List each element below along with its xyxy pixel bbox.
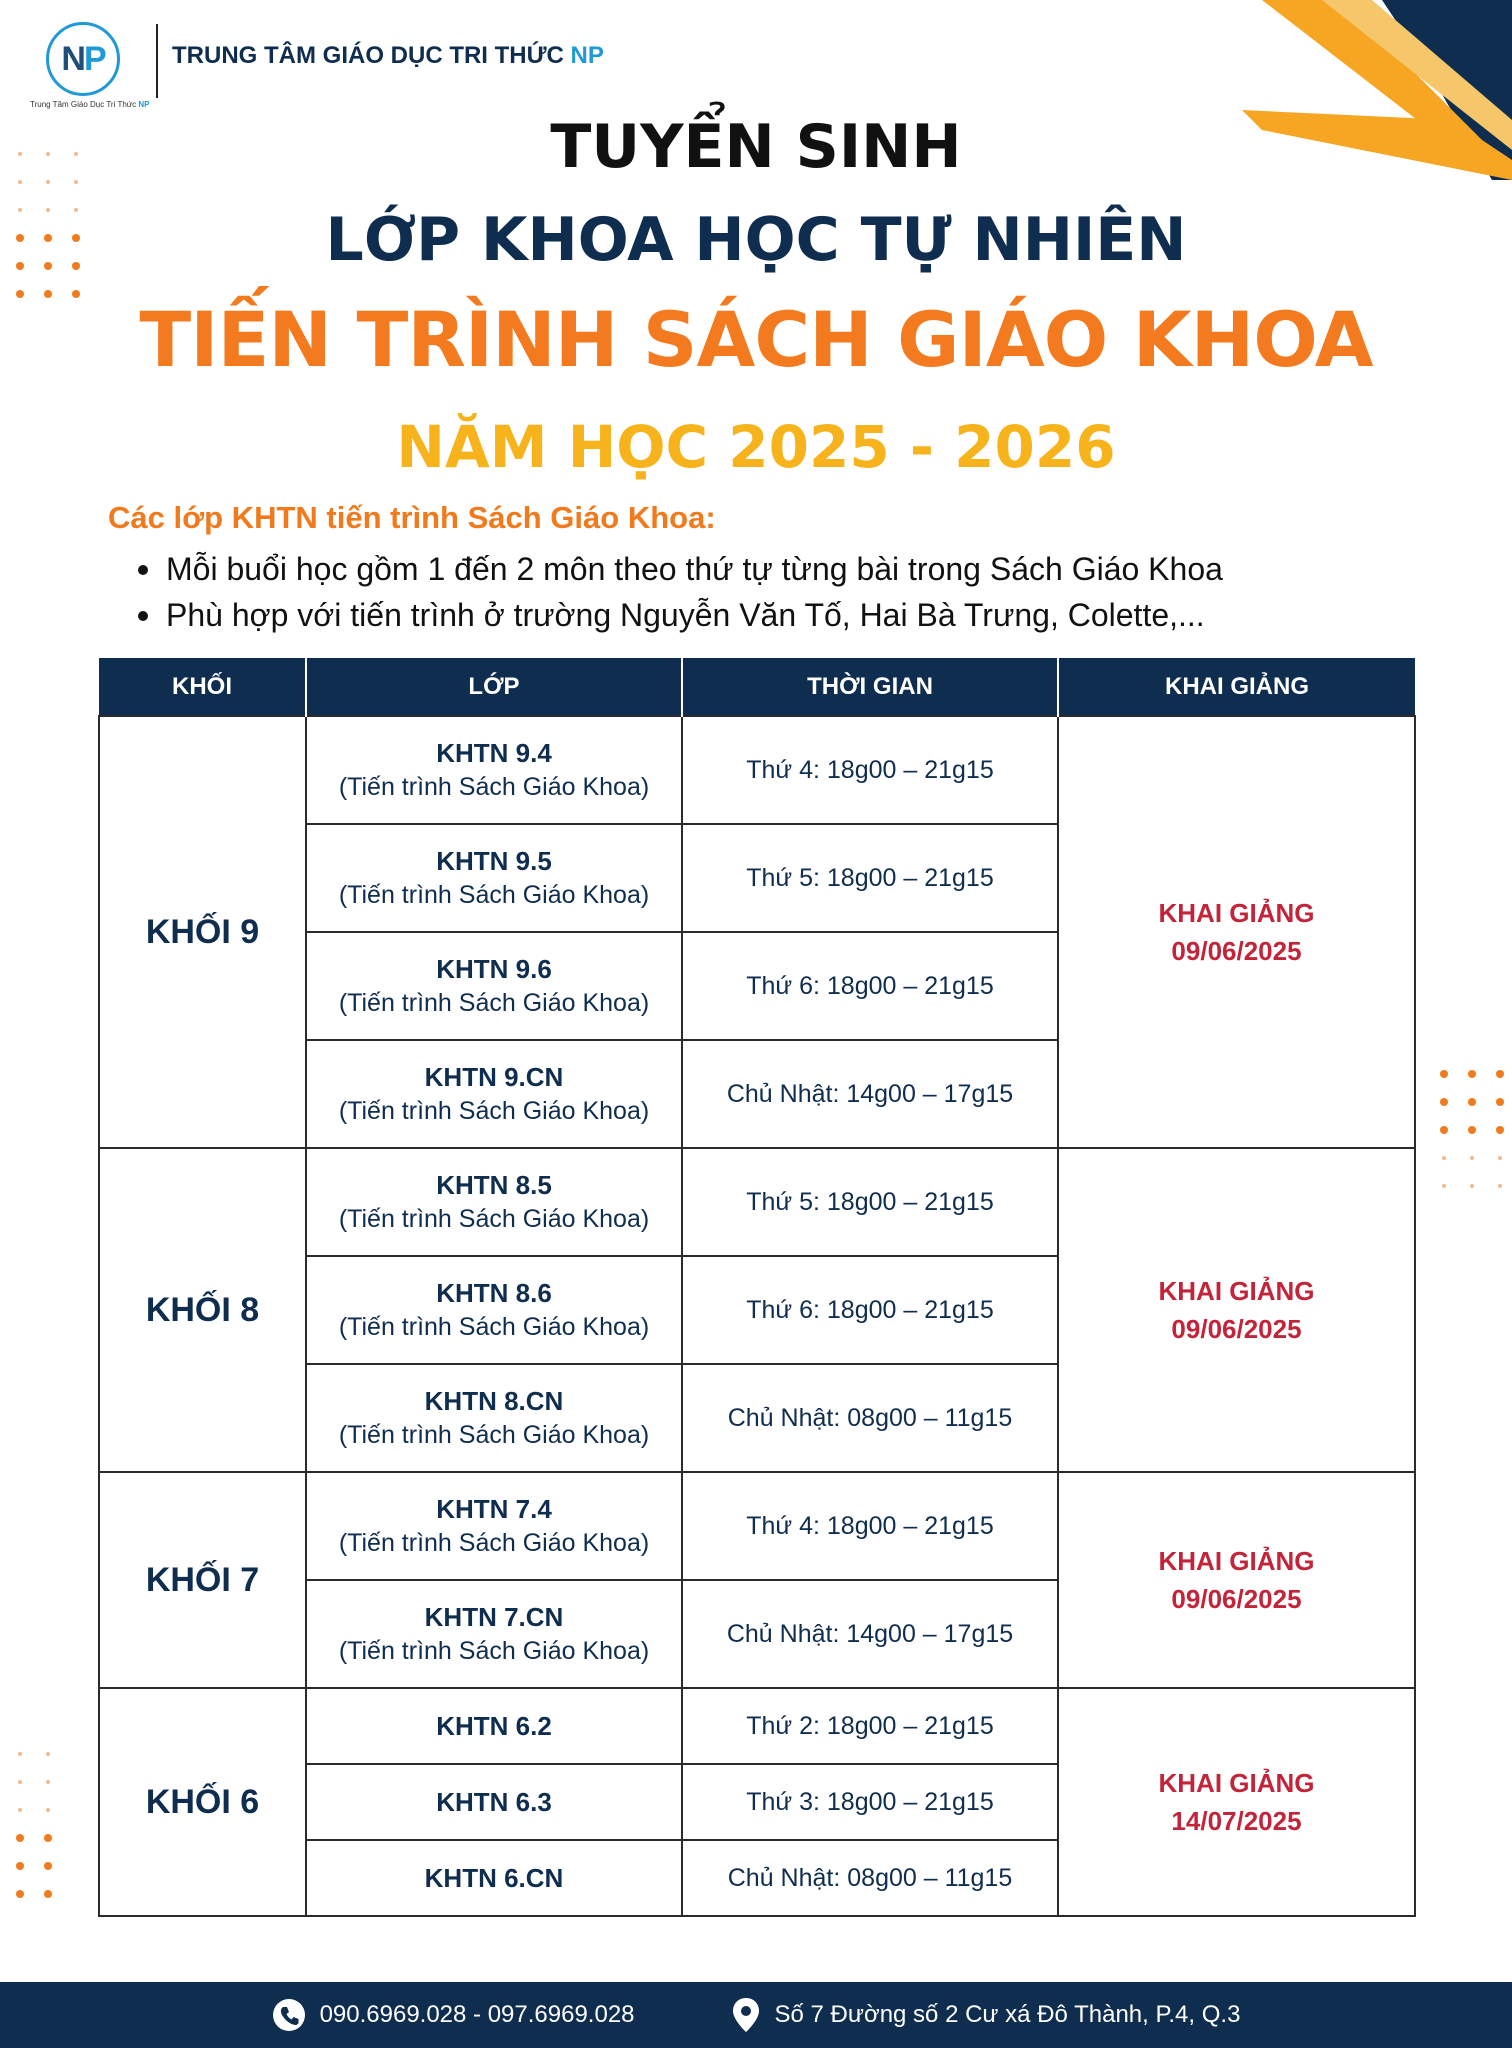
class-subtitle: (Tiến trình Sách Giáo Khoa) xyxy=(338,773,650,801)
intro-heading: Các lớp KHTN tiến trình Sách Giáo Khoa: xyxy=(108,500,716,535)
title-class-type: LỚP KHOA HỌC TỰ NHIÊN xyxy=(325,205,1187,275)
contact-footer xyxy=(0,1982,1512,2048)
opening-date: 09/06/2025 xyxy=(1171,936,1302,966)
class-subtitle: (Tiến trình Sách Giáo Khoa) xyxy=(338,1313,650,1341)
class-subtitle: (Tiến trình Sách Giáo Khoa) xyxy=(338,1529,650,1557)
phone-numbers: 090.6969.028 - 097.6969.028 xyxy=(319,2001,635,2028)
time-cell: Thứ 5: 18g00 – 21g15 xyxy=(682,824,1058,932)
center-logo xyxy=(28,22,160,110)
opening-label: KHAI GIẢNG xyxy=(1158,1768,1315,1798)
address-contact[interactable] xyxy=(731,1997,1241,2033)
header-opening: KHAI GIẢNG xyxy=(1058,658,1415,716)
class-name: KHTN 9.5 xyxy=(436,846,552,876)
class-subtitle: (Tiến trình Sách Giáo Khoa) xyxy=(338,881,650,909)
table-header-row xyxy=(99,658,1415,716)
grade-cell: KHỐI 6 xyxy=(99,1688,306,1916)
time-cell: Chủ Nhật: 08g00 – 11g15 xyxy=(682,1840,1058,1916)
logo-circle xyxy=(46,22,120,96)
class-name: KHTN 6.CN xyxy=(424,1863,564,1893)
phone-icon xyxy=(272,1998,306,2032)
opening-label: KHAI GIẢNG xyxy=(1158,1276,1315,1306)
time-cell: Thứ 4: 18g00 – 21g15 xyxy=(682,716,1058,824)
table-row xyxy=(99,1472,1415,1580)
class-subtitle: (Tiến trình Sách Giáo Khoa) xyxy=(338,1421,650,1449)
intro-bullet-list xyxy=(135,546,1223,638)
grade-cell: KHỐI 8 xyxy=(99,1148,306,1472)
time-cell: Thứ 4: 18g00 – 21g15 xyxy=(682,1472,1058,1580)
center-name: TRUNG TÂM GIÁO DỤC TRI THỨC NP xyxy=(172,42,604,69)
header-time: THỜI GIAN xyxy=(682,658,1058,716)
class-subtitle: (Tiến trình Sách Giáo Khoa) xyxy=(338,989,650,1017)
opening-label: KHAI GIẢNG xyxy=(1158,898,1315,928)
class-cell xyxy=(306,716,682,824)
class-name: KHTN 8.5 xyxy=(436,1170,552,1200)
table-row xyxy=(99,1148,1415,1256)
class-name: KHTN 9.4 xyxy=(436,738,552,768)
intro-bullet: Mỗi buổi học gồm 1 đến 2 môn theo thứ tự từng bài trong Sách Giáo Khoa xyxy=(135,546,1223,592)
class-subtitle: (Tiến trình Sách Giáo Khoa) xyxy=(338,1205,650,1233)
class-name: KHTN 8.CN xyxy=(424,1386,564,1416)
class-cell xyxy=(306,1840,682,1916)
header-divider xyxy=(156,24,158,98)
table-row xyxy=(99,716,1415,824)
address-text: Số 7 Đường số 2 Cư xá Đô Thành, P.4, Q.3 xyxy=(774,2001,1241,2028)
opening-cell xyxy=(1058,1688,1415,1916)
header-grade: KHỐI xyxy=(99,658,306,716)
opening-date: 14/07/2025 xyxy=(1171,1806,1302,1836)
time-cell: Thứ 6: 18g00 – 21g15 xyxy=(682,932,1058,1040)
class-subtitle: (Tiến trình Sách Giáo Khoa) xyxy=(338,1097,650,1125)
class-name: KHTN 8.6 xyxy=(436,1278,552,1308)
class-name: KHTN 7.CN xyxy=(424,1602,564,1632)
class-cell xyxy=(306,1364,682,1472)
opening-cell xyxy=(1058,1148,1415,1472)
time-cell: Chủ Nhật: 08g00 – 11g15 xyxy=(682,1364,1058,1472)
title-school-year: NĂM HỌC 2025 - 2026 xyxy=(396,413,1116,481)
time-cell: Thứ 6: 18g00 – 21g15 xyxy=(682,1256,1058,1364)
header-class: LỚP xyxy=(306,658,682,716)
class-cell xyxy=(306,1040,682,1148)
opening-label: KHAI GIẢNG xyxy=(1158,1546,1315,1576)
class-subtitle: (Tiến trình Sách Giáo Khoa) xyxy=(338,1637,650,1665)
intro-bullet: Phù hợp với tiến trình ở trường Nguyễn Văn Tố, Hai Bà Trưng, Colette,... xyxy=(135,592,1223,638)
class-name: KHTN 7.4 xyxy=(436,1494,552,1524)
class-name: KHTN 9.CN xyxy=(424,1062,564,1092)
opening-date: 09/06/2025 xyxy=(1171,1314,1302,1344)
class-cell xyxy=(306,932,682,1040)
grade-cell: KHỐI 7 xyxy=(99,1472,306,1688)
class-cell xyxy=(306,1472,682,1580)
dot-pattern-left-bottom xyxy=(6,1740,62,1908)
time-cell: Thứ 2: 18g00 – 21g15 xyxy=(682,1688,1058,1764)
class-cell xyxy=(306,1256,682,1364)
class-name: KHTN 9.6 xyxy=(436,954,552,984)
logo-caption: Trung Tâm Giáo Dục Tri Thức NP xyxy=(30,100,150,109)
time-cell: Chủ Nhật: 14g00 – 17g15 xyxy=(682,1580,1058,1688)
opening-date: 09/06/2025 xyxy=(1171,1584,1302,1614)
title-textbook-progress: TIẾN TRÌNH SÁCH GIÁO KHOA xyxy=(139,295,1373,384)
title-recruitment: TUYỂN SINH xyxy=(550,112,962,182)
grade-cell: KHỐI 9 xyxy=(99,716,306,1148)
class-cell xyxy=(306,1148,682,1256)
class-cell xyxy=(306,824,682,932)
time-cell: Chủ Nhật: 14g00 – 17g15 xyxy=(682,1040,1058,1148)
class-cell xyxy=(306,1764,682,1840)
phone-contact[interactable] xyxy=(272,1998,635,2032)
schedule-table xyxy=(98,658,1416,1917)
dot-pattern-right xyxy=(1430,1060,1512,1200)
class-cell xyxy=(306,1688,682,1764)
opening-cell xyxy=(1058,716,1415,1148)
class-cell xyxy=(306,1580,682,1688)
class-name: KHTN 6.3 xyxy=(436,1787,552,1817)
opening-cell xyxy=(1058,1472,1415,1688)
location-pin-icon xyxy=(731,1997,761,2033)
table-row xyxy=(99,1688,1415,1764)
logo-letters: NP xyxy=(61,39,105,78)
class-name: KHTN 6.2 xyxy=(436,1711,552,1741)
time-cell: Thứ 3: 18g00 – 21g15 xyxy=(682,1764,1058,1840)
time-cell: Thứ 5: 18g00 – 21g15 xyxy=(682,1148,1058,1256)
